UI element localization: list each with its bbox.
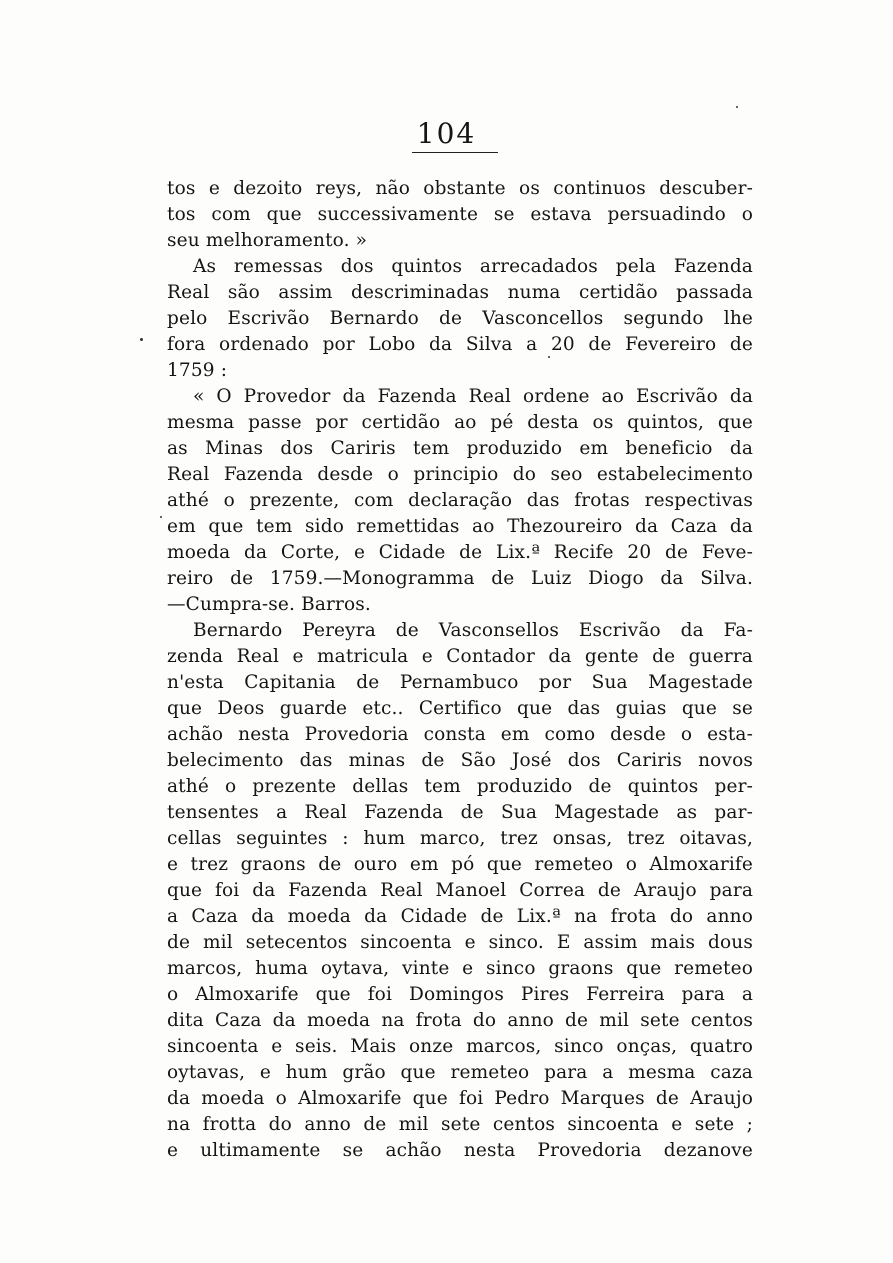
text-line: achão nesta Provedoria consta em como desde o esta- xyxy=(167,724,753,745)
text-line: belecimento das minas de São José dos Cariris novos xyxy=(167,750,753,771)
paragraph-first-line: Bernardo Pereyra de Vasconsellos Escrivão da Fa- xyxy=(193,620,753,641)
text-line: na frotta do anno de mil sete centos sincoenta e sete ; xyxy=(167,1114,753,1135)
text-line: que Deos guarde etc.. Certifico que das guias que se xyxy=(167,698,753,719)
text-line: cellas seguintes : hum marco, trez onsas, trez oitavas, xyxy=(167,828,753,849)
text-line: da moeda o Almoxarife que foi Pedro Marques de Araujo xyxy=(167,1088,753,1109)
paragraph-first-line: « O Provedor da Fazenda Real ordene ao Escrivão da xyxy=(193,386,753,407)
text-line: n'esta Capitania de Pernambuco por Sua Magestade xyxy=(167,672,753,693)
scan-speck xyxy=(548,356,550,358)
text-line: oytavas, e hum grão que remeteo para a mesma caza xyxy=(167,1062,753,1083)
text-line: marcos, huma oytava, vinte e sinco graons que remeteo xyxy=(167,958,753,979)
text-line: reiro de 1759.—Monogramma de Luiz Diogo da Silva. xyxy=(167,568,753,589)
scan-speck xyxy=(736,106,738,108)
text-line: 1759 : xyxy=(167,360,228,381)
text-line: em que tem sido remettidas ao Thezoureiro da Caza da xyxy=(167,516,753,537)
text-line: que foi da Fazenda Real Manoel Correa de Araujo para xyxy=(167,880,753,901)
text-line: mesma passe por certidão ao pé desta os quintos, que xyxy=(167,412,753,433)
text-line: tos e dezoito reys, não obstante os continuos descuber- xyxy=(167,178,753,199)
text-line: pelo Escrivão Bernardo de Vasconcellos segundo lhe xyxy=(167,308,753,329)
scan-speck xyxy=(140,338,143,341)
text-line: seu melhoramento. » xyxy=(167,230,368,251)
text-line: dita Caza da moeda na frota do anno de mil sete centos xyxy=(167,1010,753,1031)
text-line: athé o prezente, com declaração das frotas respectivas xyxy=(167,490,753,511)
text-line: sincoenta e seis. Mais onze marcos, sinco onças, quatro xyxy=(167,1036,753,1057)
text-line: —Cumpra-se. Barros. xyxy=(167,594,371,615)
page-number: 104 xyxy=(416,117,477,150)
text-line: e ultimamente se achão nesta Provedoria dezanove xyxy=(167,1140,753,1161)
text-line: tensentes a Real Fazenda de Sua Magestade as par- xyxy=(167,802,753,823)
text-line: e trez graons de ouro em pó que remeteo o Almoxarife xyxy=(167,854,753,875)
text-line: athé o prezente dellas tem produzido de quintos per- xyxy=(167,776,753,797)
scan-speck xyxy=(160,516,162,518)
text-line: Real são assim descriminadas numa certidão passada xyxy=(167,282,753,303)
paragraph-first-line: As remessas dos quintos arrecadados pela Fazenda xyxy=(193,256,753,277)
text-line: as Minas dos Cariris tem produzido em beneficio da xyxy=(167,438,753,459)
text-line: Real Fazenda desde o principio do seo estabelecimento xyxy=(167,464,753,485)
text-line: o Almoxarife que foi Domingos Pires Ferreira para a xyxy=(167,984,753,1005)
text-line: fora ordenado por Lobo da Silva a 20 de Fevereiro de xyxy=(167,334,753,355)
text-line: a Caza da moeda da Cidade de Lix.ª na frota do anno xyxy=(167,906,753,927)
page-number-rule xyxy=(412,152,498,153)
text-line: moeda da Corte, e Cidade de Lix.ª Recife 20 de Feve- xyxy=(167,542,753,563)
text-line: tos com que successivamente se estava persuadindo o xyxy=(167,204,753,225)
text-line: zenda Real e matricula e Contador da gente de guerra xyxy=(167,646,753,667)
text-line: de mil setecentos sincoenta e sinco. E assim mais dous xyxy=(167,932,753,953)
